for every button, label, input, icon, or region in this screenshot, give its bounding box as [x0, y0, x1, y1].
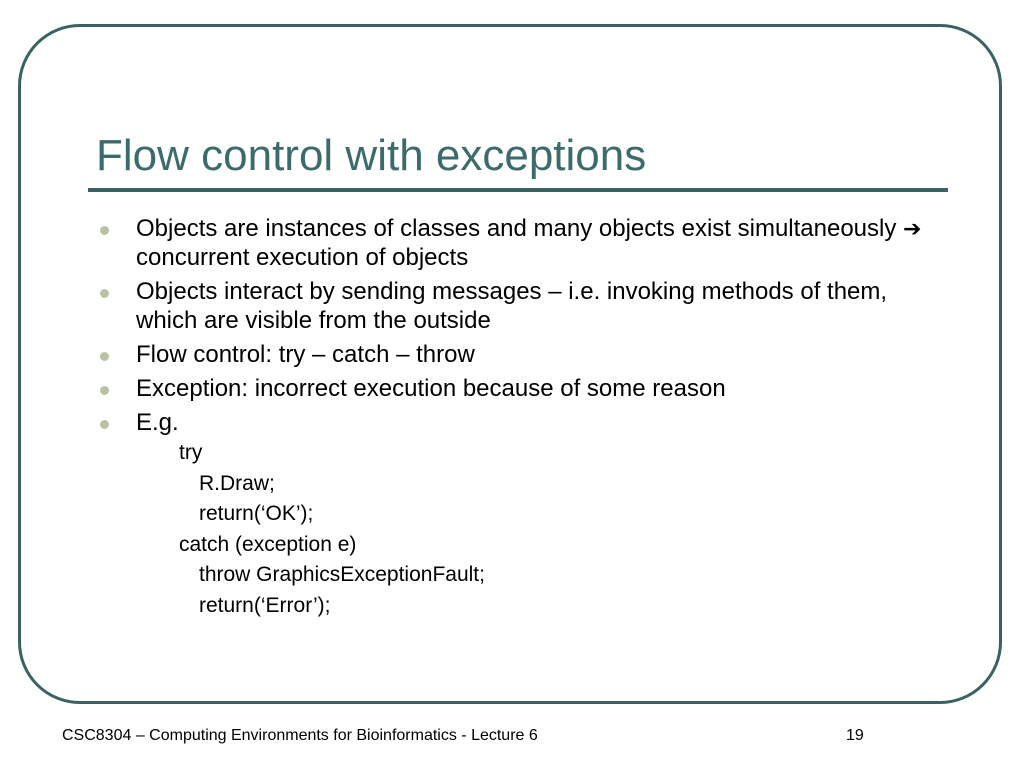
slide-number: 19: [846, 727, 864, 744]
footer-course-title: CSC8304 – Computing Environments for Bioinformatics - Lecture 6: [62, 727, 538, 744]
bullet-text: Objects are instances of classes and many objects exist simultaneously: [136, 215, 904, 242]
slide-title: Flow control with exceptions: [96, 131, 647, 180]
code-line: R.Draw;: [199, 471, 275, 495]
bullet-dot-icon: [100, 226, 109, 235]
bullet-text: Flow control: try – catch – throw: [136, 341, 475, 368]
code-line: throw GraphicsExceptionFault;: [199, 563, 485, 587]
code-line: return(‘OK’);: [199, 502, 314, 526]
code-line: catch (exception e): [179, 532, 357, 556]
bullet-item: [96, 277, 946, 335]
bullet-text: Exception: incorrect execution because of some reason: [136, 375, 726, 402]
arrow-right-icon: ➔: [903, 216, 922, 241]
code-example: [179, 438, 485, 622]
bullet-dot-icon: [100, 352, 109, 361]
title-underline: [88, 188, 948, 192]
bullet-dot-icon: [100, 386, 109, 395]
bullet-text: Objects interact by sending messages – i.e. invoking methods of them, which are visible from the outside: [136, 278, 888, 334]
bullet-dot-icon: [100, 289, 109, 298]
bullet-item: [96, 374, 946, 403]
code-line: try: [179, 441, 203, 464]
bullet-text-continued: concurrent execution of objects: [136, 244, 469, 271]
bullet-item: [96, 340, 946, 369]
bullet-list: [96, 214, 946, 442]
bullet-dot-icon: [100, 420, 109, 429]
bullet-item: [96, 214, 946, 272]
code-line: return(‘Error’);: [199, 593, 331, 617]
bullet-item: [96, 408, 946, 437]
bullet-text: E.g.: [136, 409, 179, 436]
